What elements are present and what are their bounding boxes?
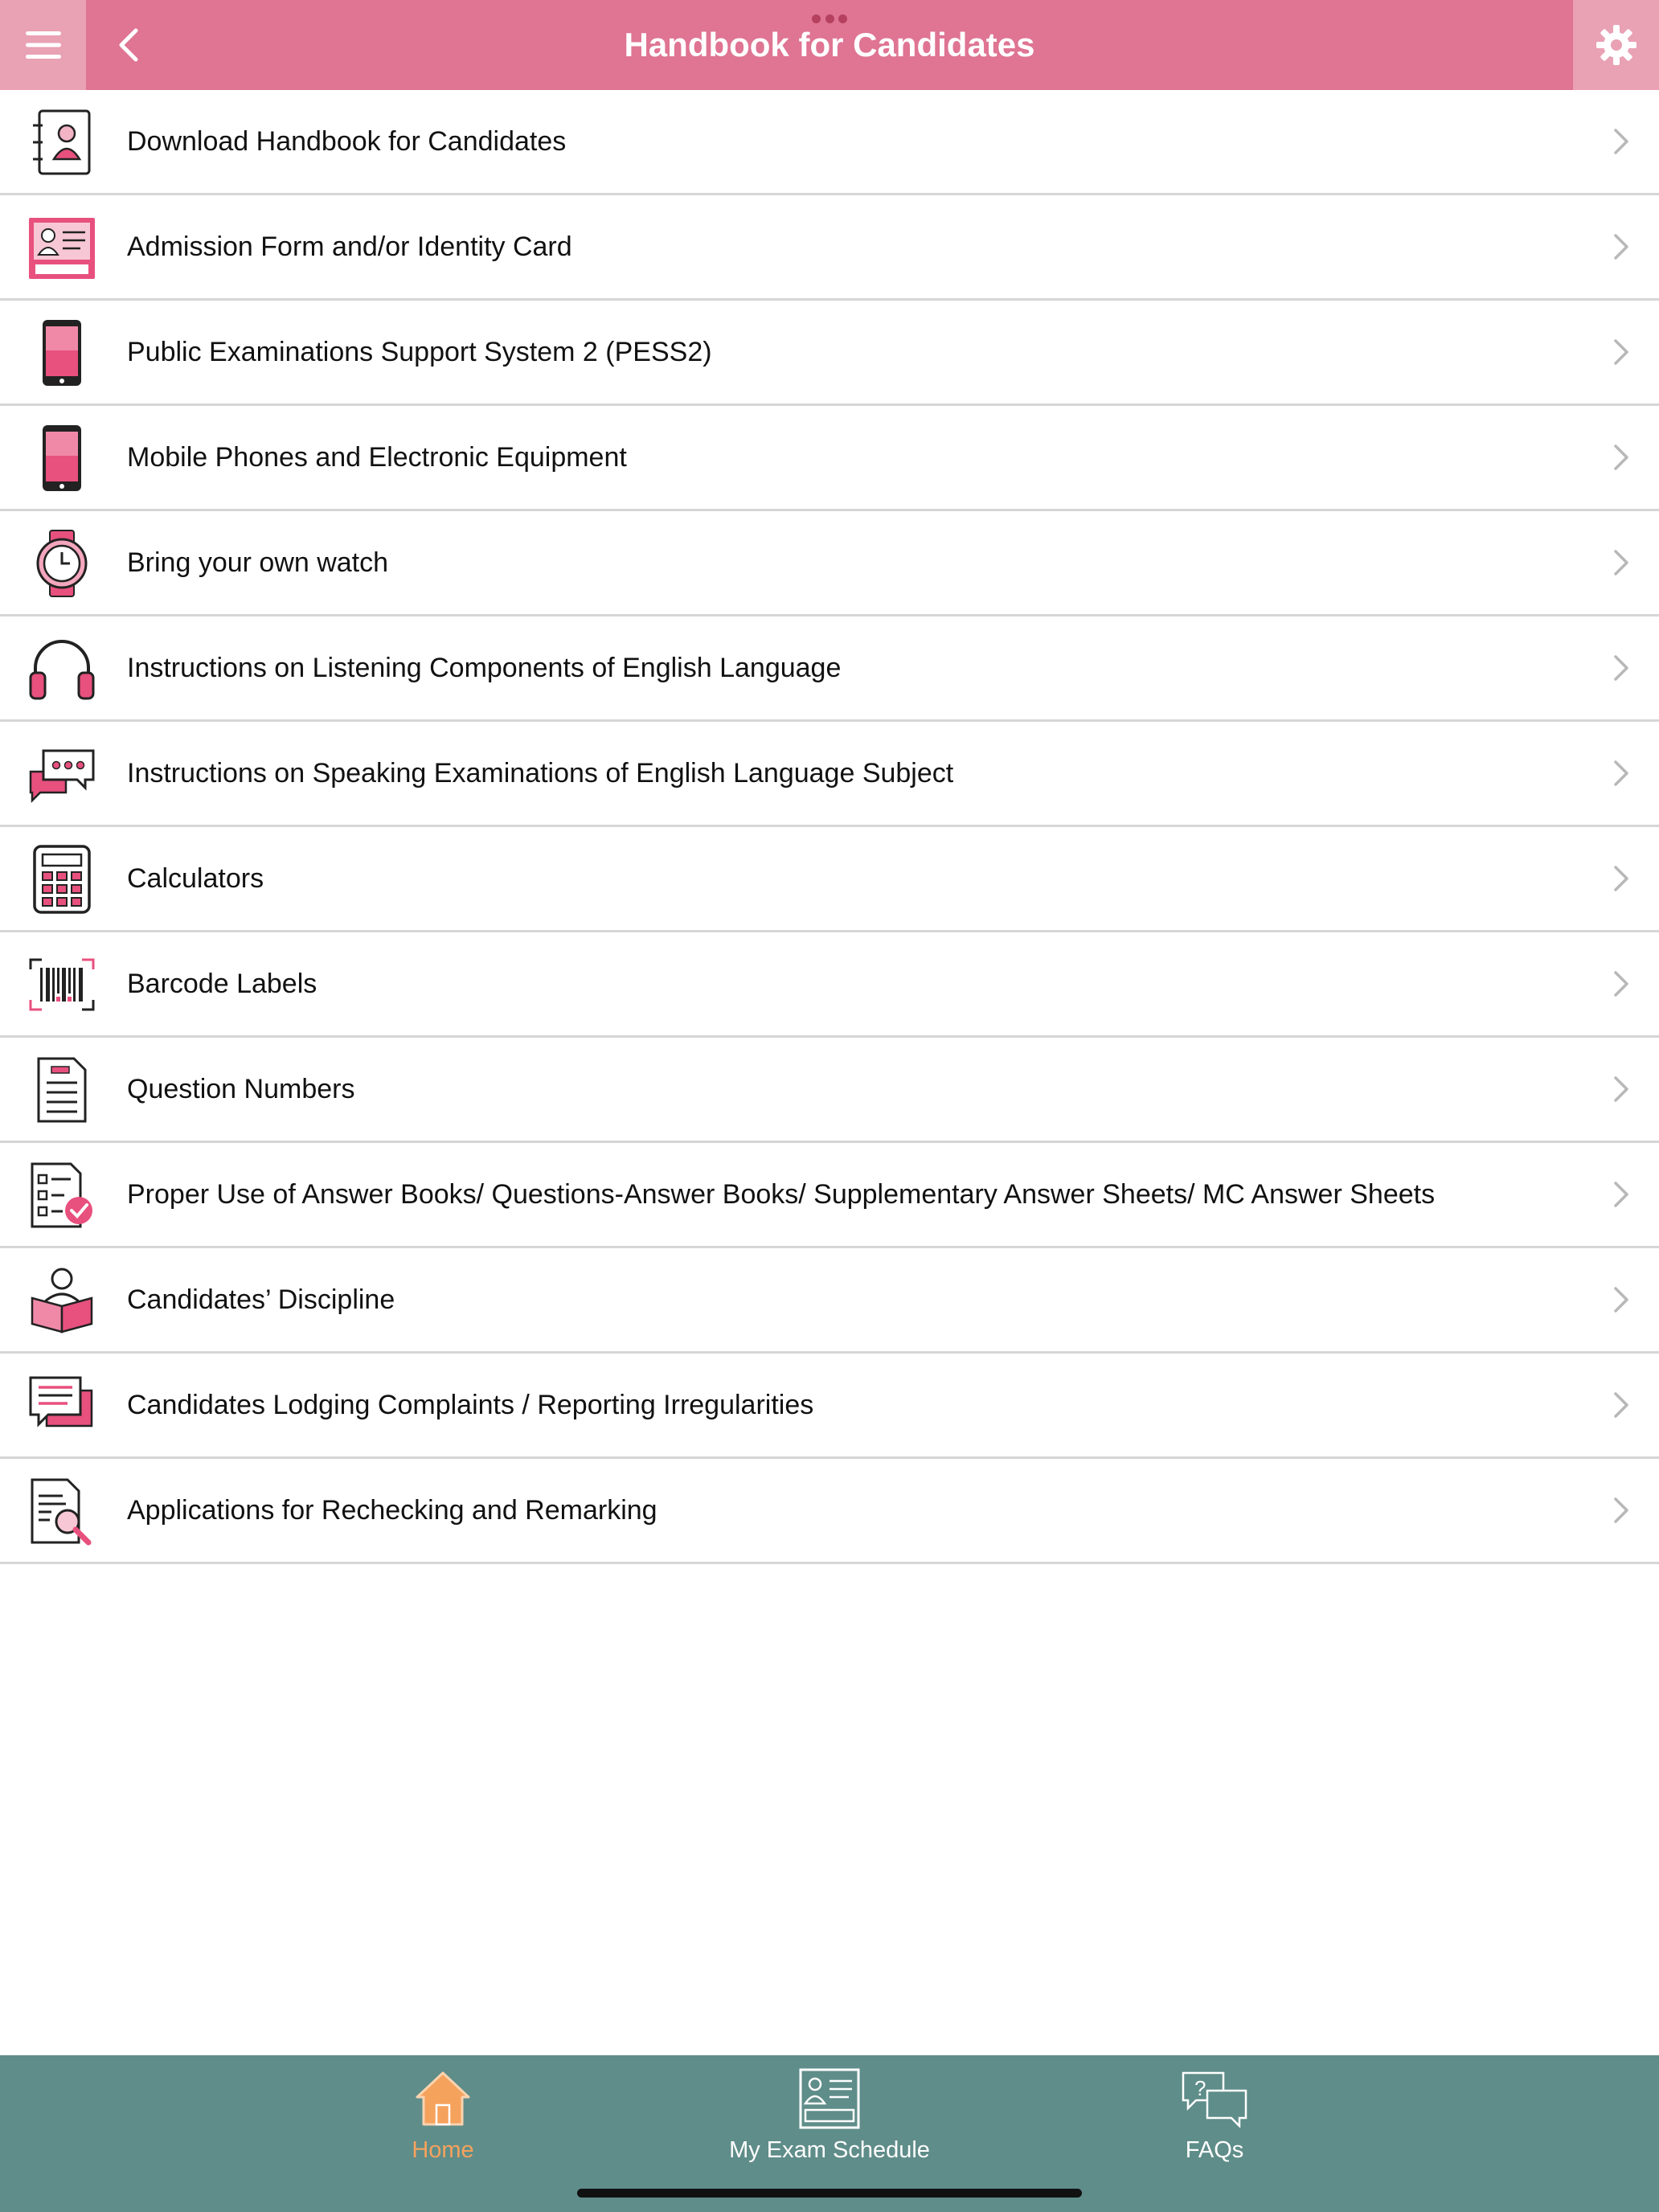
list-item-download-handbook[interactable] [0, 90, 1659, 195]
chevron-right-icon [1609, 968, 1633, 1000]
barcode-icon [27, 950, 96, 1019]
chevron-right-icon [1609, 547, 1633, 579]
list-item-label: Candidates’ Discipline [127, 1284, 395, 1315]
headphones-icon [27, 634, 96, 703]
list-item-complaints[interactable] [0, 1354, 1659, 1459]
id-card-icon [27, 213, 96, 282]
list-item-answer-books[interactable] [0, 1143, 1659, 1248]
home-icon [407, 2067, 479, 2131]
watch-icon [27, 529, 96, 598]
list-item-watch[interactable] [0, 511, 1659, 616]
list-item-label: Bring your own watch [127, 547, 389, 578]
faq-bubbles-icon [1178, 2067, 1251, 2131]
reader-icon [27, 1266, 96, 1335]
list-item-rechecking[interactable] [0, 1459, 1659, 1564]
chevron-right-icon [1609, 231, 1633, 263]
handbook-topic-list [0, 90, 1659, 1564]
list-item-speaking[interactable] [0, 722, 1659, 827]
tablet-icon [27, 318, 96, 387]
document-search-icon [27, 1477, 96, 1546]
list-item-label: Public Examinations Support System 2 (PESS2) [127, 337, 712, 367]
tab-label: My Exam Schedule [729, 2137, 930, 2163]
home-indicator[interactable] [577, 2189, 1082, 2198]
page-title: Handbook for Candidates [624, 26, 1035, 63]
speech-bubbles-icon [27, 739, 96, 809]
list-item-mobile-phones[interactable] [0, 406, 1659, 511]
list-item-pess2[interactable] [0, 301, 1659, 406]
back-button[interactable] [104, 19, 153, 71]
list-item-label: Download Handbook for Candidates [127, 126, 567, 157]
handbook-icon [27, 108, 96, 177]
chevron-right-icon [1609, 652, 1633, 684]
svg-text:?: ? [1194, 2076, 1206, 2100]
tab-label: FAQs [1185, 2137, 1244, 2163]
menu-button[interactable] [0, 0, 86, 90]
list-item-label: Candidates Lodging Complaints / Reporting Irregularities [127, 1390, 814, 1420]
window-grabber[interactable] [812, 14, 847, 24]
list-item-label: Mobile Phones and Electronic Equipment [127, 442, 627, 473]
list-item-question-numbers[interactable] [0, 1038, 1659, 1143]
exam-schedule-icon [793, 2067, 866, 2131]
settings-button[interactable] [1573, 0, 1659, 90]
chevron-right-icon [1609, 1494, 1633, 1526]
chevron-right-icon [1609, 1178, 1633, 1210]
navigation-header [0, 0, 1659, 90]
calculator-icon [27, 845, 96, 914]
tab-home[interactable] [306, 2055, 580, 2212]
chevron-right-icon [1609, 862, 1633, 895]
chevron-right-icon [1609, 1389, 1633, 1421]
list-item-discipline[interactable] [0, 1248, 1659, 1354]
list-item-label: Admission Form and/or Identity Card [127, 231, 572, 262]
list-item-label: Instructions on Speaking Examinations of English Language Subject [127, 758, 954, 789]
list-item-label: Calculators [127, 863, 264, 894]
tab-faqs[interactable] [1078, 2055, 1351, 2212]
gear-icon [1595, 23, 1638, 67]
chevron-right-icon [1609, 441, 1633, 473]
tab-label: Home [412, 2137, 474, 2163]
answer-sheet-icon [27, 1161, 96, 1230]
list-item-label: Applications for Rechecking and Remarking [127, 1495, 657, 1526]
list-item-barcode-labels[interactable] [0, 932, 1659, 1038]
mobile-phone-icon [27, 424, 96, 493]
list-item-label: Instructions on Listening Components of English Language [127, 653, 842, 683]
question-sheet-icon [27, 1055, 96, 1124]
hamburger-menu-icon [24, 29, 63, 61]
complaint-messages-icon [27, 1371, 96, 1440]
list-item-label: Proper Use of Answer Books/ Questions-Answer Books/ Supplementary Answer Sheets/ MC Answer Sheets [127, 1179, 1436, 1210]
list-item-admission-form[interactable] [0, 195, 1659, 301]
chevron-right-icon [1609, 125, 1633, 158]
chevron-right-icon [1609, 1284, 1633, 1316]
chevron-right-icon [1609, 757, 1633, 789]
list-item-label: Question Numbers [127, 1074, 355, 1104]
chevron-right-icon [1609, 336, 1633, 368]
chevron-right-icon [1609, 1073, 1633, 1105]
chevron-left-icon [117, 27, 141, 63]
list-item-calculators[interactable] [0, 827, 1659, 932]
list-item-listening[interactable] [0, 616, 1659, 722]
list-item-label: Barcode Labels [127, 969, 317, 999]
